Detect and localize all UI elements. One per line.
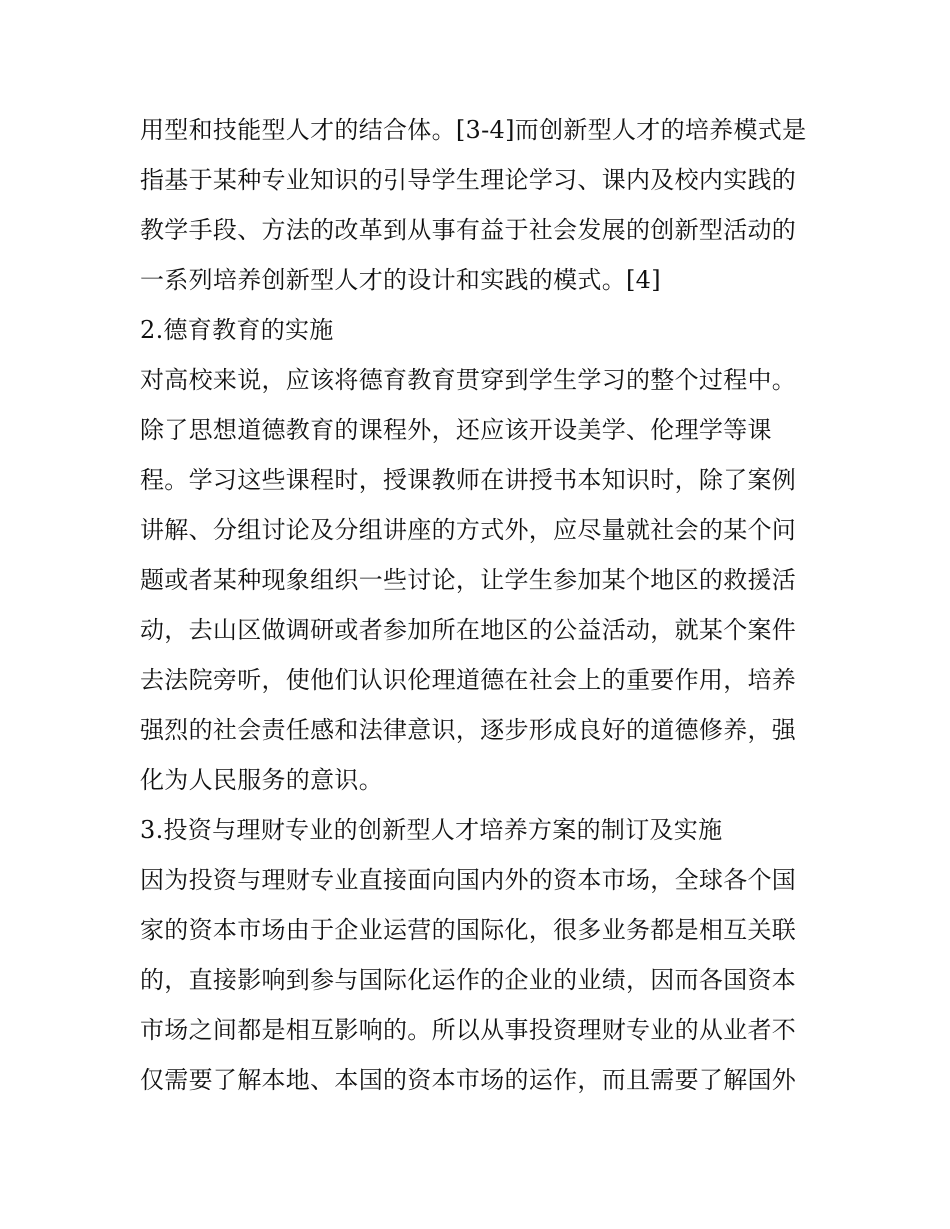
text-line: 去法院旁听，使他们认识伦理道德在社会上的重要作用，培养 [140, 666, 797, 694]
section-heading: 2.德育教育的实施 [140, 316, 334, 344]
text-line: 因为投资与理财专业直接面向国内外的资本市场，全球各个国 [140, 866, 797, 894]
text-line: 强烈的社会责任感和法律意识，逐步形成良好的道德修养，强 [140, 716, 797, 744]
text-line: 教学手段、方法的改革到从事有益于社会发展的创新型活动的 [140, 216, 797, 244]
text-line: 指基于某种专业知识的引导学生理论学习、课内及校内实践的 [140, 166, 797, 194]
text-line: 一系列培养创新型人才的设计和实践的模式。[4] [140, 266, 661, 294]
section-heading: 3.投资与理财专业的创新型人才培养方案的制订及实施 [140, 816, 723, 844]
text-line: 对高校来说，应该将德育教育贯穿到学生学习的整个过程中。 [140, 366, 797, 394]
text-line: 化为人民服务的意识。 [140, 766, 383, 794]
text-line: 家的资本市场由于企业运营的国际化，很多业务都是相互关联 [140, 916, 797, 944]
document-body [140, 105, 820, 1105]
text-line: 讲解、分组讨论及分组讲座的方式外，应尽量就社会的某个问 [140, 516, 797, 544]
text-line: 用型和技能型人才的结合体。[3-4]而创新型人才的培养模式是 [140, 116, 807, 144]
text-line: 动，去山区做调研或者参加所在地区的公益活动，就某个案件 [140, 616, 797, 644]
text-line: 的，直接影响到参与国际化运作的企业的业绩，因而各国资本 [140, 966, 797, 994]
text-line: 除了思想道德教育的课程外，还应该开设美学、伦理学等课 [140, 416, 772, 444]
text-line: 仅需要了解本地、本国的资本市场的运作，而且需要了解国外 [140, 1066, 797, 1094]
text-line: 题或者某种现象组织一些讨论，让学生参加某个地区的救援活 [140, 566, 797, 594]
text-line: 程。学习这些课程时，授课教师在讲授书本知识时，除了案例 [140, 466, 797, 494]
text-line: 市场之间都是相互影响的。所以从事投资理财专业的从业者不 [140, 1016, 797, 1044]
